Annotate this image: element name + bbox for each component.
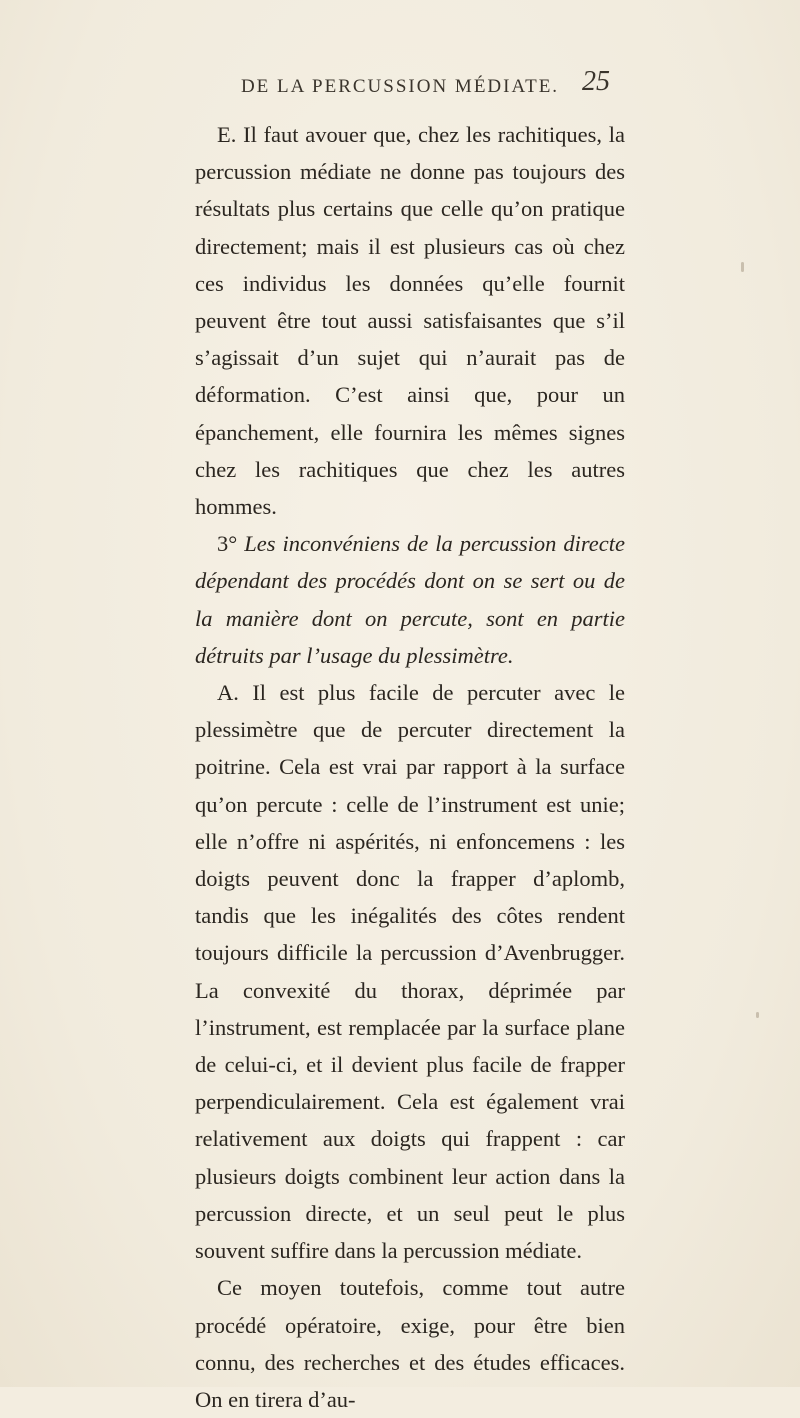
paper-speck	[756, 1012, 759, 1018]
body-text	[195, 116, 625, 1418]
paper-speck	[741, 262, 744, 272]
page-number: 25	[582, 66, 610, 97]
section-italic-statement: Les inconvéniens de la percussion directe dépendant des procédés dont on se sert ou de la manière dont on percute, sont en partie détruits par l’usage du plessimètre.	[195, 531, 625, 668]
paragraph-e: E. Il faut avouer que, chez les rachitiques, la percussion médiate ne donne pas toujours des résultats plus certains que celle qu’on pratique directement; mais il est plusieurs cas où chez ces individus les données qu’elle fournit peuvent être tout aussi satisfaisantes que s’il s’agissait d’un sujet qui n’aurait pas de déformation. C’est ainsi que, pour un épanchement, elle fournira les mêmes signes chez les rachitiques que chez les autres hommes.	[195, 122, 625, 520]
paragraph-ce-moyen: Ce moyen toutefois, comme tout autre procédé opératoire, exige, pour être bien connu, des recherches et des études efficaces. On en tirera d’au-	[195, 1275, 625, 1412]
paragraph-a: A. Il est plus facile de percuter avec le plessimètre que de percuter directement la poitrine. Cela est vrai par rapport à la surface qu’on percute : celle de l’instrument est unie; elle n’offre ni aspérités, ni enfoncemens : les doigts peuvent donc la frapper d’aplomb, tandis que les inégalités des côtes rendent toujours difficile la percussion d’Avenbrugger. La convexité du thorax, déprimée par l’instrument, est remplacée par la surface plane de celui-ci, et il devient plus facile de frapper perpendiculairement. Cela est également vrai relativement aux doigts qui frappent : car plusieurs doigts combinent leur action dans la percussion directe, et un seul peut le plus souvent suffire dans la percussion médiate.	[195, 680, 625, 1264]
section-number: 3°	[217, 531, 238, 557]
paragraph-3-heading	[195, 525, 625, 674]
running-title: DE LA PERCUSSION MÉDIATE.	[240, 76, 560, 97]
